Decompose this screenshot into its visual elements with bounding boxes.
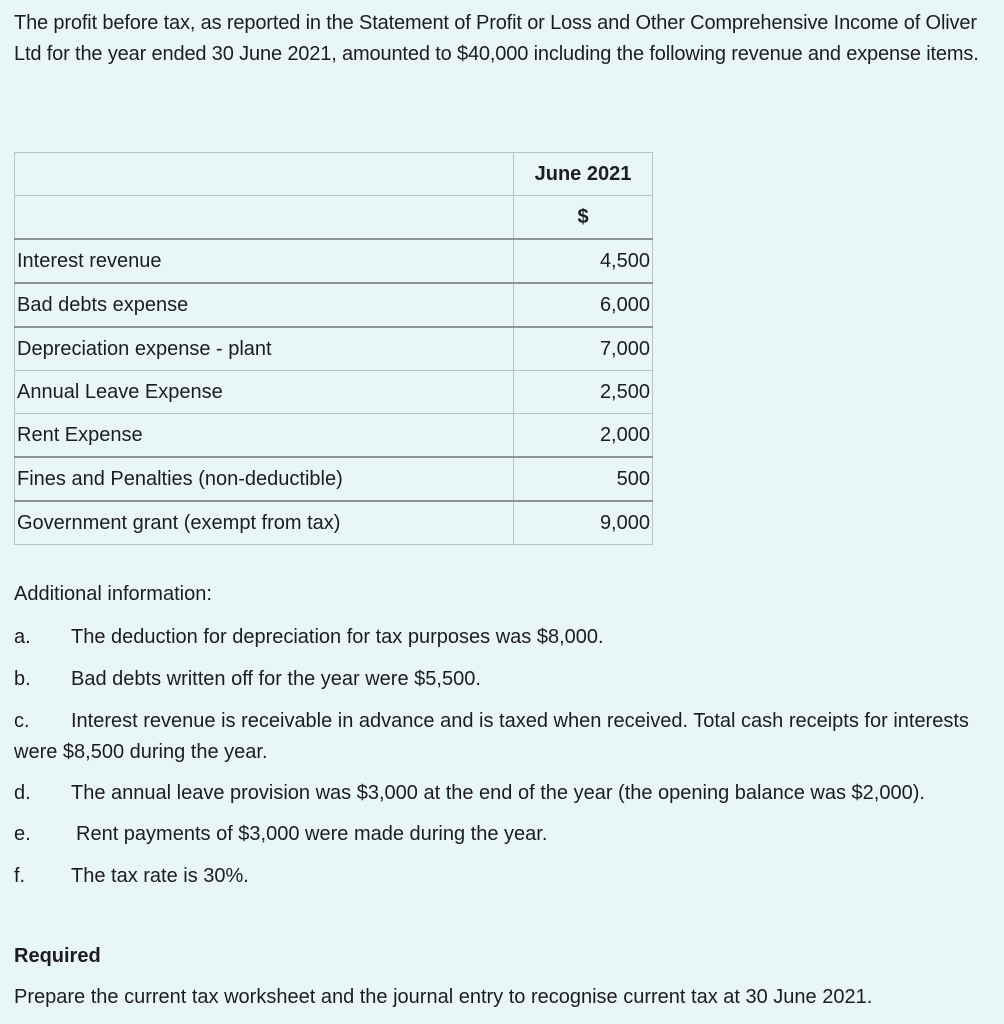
required-text: Prepare the current tax worksheet and the journal entry to recognise current tax at 30 June 2021. [14, 986, 873, 1008]
column-unit: $ [514, 196, 653, 240]
table-header-row [15, 153, 653, 196]
item-text: Rent payments of $3,000 were made during the year. [76, 823, 548, 845]
info-item-d [14, 778, 999, 809]
additional-info-title: Additional information: [14, 583, 212, 605]
column-header-june-2021: June 2021 [514, 153, 653, 196]
item-text: Interest revenue is receivable in advance and is taxed when received. Total cash receipts for interests were $8,500 during the year. [14, 710, 969, 763]
row-value: 9,000 [514, 501, 653, 545]
row-label: Bad debts expense [15, 283, 514, 327]
table-row [15, 501, 653, 545]
item-label: c. [14, 710, 30, 732]
required-heading: Required [14, 945, 101, 967]
info-item-e [14, 819, 999, 850]
item-text: The annual leave provision was $3,000 at the end of the year (the opening balance was $2,000). [71, 782, 925, 804]
row-label: Annual Leave Expense [15, 371, 514, 414]
info-item-a [14, 622, 999, 653]
row-label: Fines and Penalties (non-deductible) [15, 457, 514, 501]
table-row [15, 457, 653, 501]
item-label: f. [14, 865, 26, 887]
table-row [15, 239, 653, 283]
row-label: Government grant (exempt from tax) [15, 501, 514, 545]
item-text: Bad debts written off for the year were $5,500. [71, 668, 481, 690]
item-text: The deduction for depreciation for tax purposes was $8,000. [71, 626, 604, 648]
info-item-b [14, 664, 999, 695]
intro-paragraph: The profit before tax, as reported in the Statement of Profit or Loss and Other Comprehensive Income of Oliver Ltd for the year ended 30 June 2021, amounted to $40,000 including the following revenue and expense items. [14, 12, 979, 65]
info-item-f [14, 861, 999, 892]
item-text: The tax rate is 30%. [71, 865, 249, 887]
item-label: b. [14, 668, 31, 690]
row-value: 2,500 [514, 371, 653, 414]
item-label: a. [14, 626, 31, 648]
row-value: 4,500 [514, 239, 653, 283]
row-label: Interest revenue [15, 239, 514, 283]
table-row [15, 414, 653, 458]
financial-table [14, 152, 653, 545]
table-row [15, 371, 653, 414]
table-row [15, 283, 653, 327]
table-row [15, 327, 653, 371]
table-unit-row [15, 196, 653, 240]
row-label: Rent Expense [15, 414, 514, 458]
row-value: 500 [514, 457, 653, 501]
row-label: Depreciation expense - plant [15, 327, 514, 371]
row-value: 7,000 [514, 327, 653, 371]
row-value: 2,000 [514, 414, 653, 458]
info-item-c [14, 706, 974, 768]
item-label: e. [14, 823, 31, 845]
item-label: d. [14, 782, 31, 804]
row-value: 6,000 [514, 283, 653, 327]
